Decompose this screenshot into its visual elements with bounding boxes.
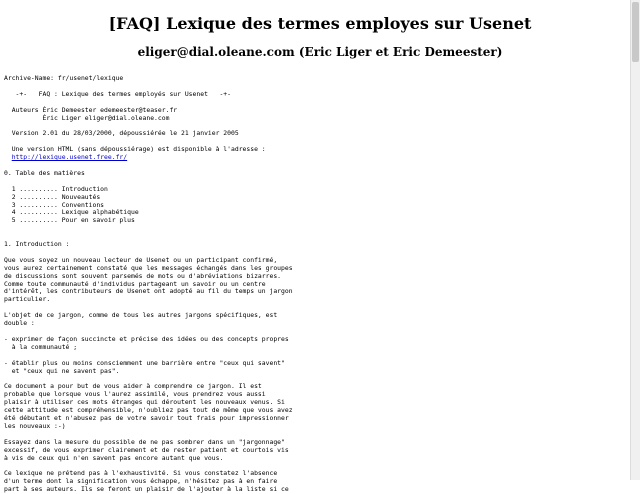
html-version-link[interactable]: http://lexique.usenet.free.fr/ [11, 153, 128, 162]
archive-name: Archive-Name: fr/usenet/lexique [4, 74, 124, 82]
toc-item: 2 .......... Nouveautés [4, 192, 101, 201]
paragraph: L'objet de ce jargon, comme de tous les autres jargons spécifiques, est double : [4, 311, 278, 328]
paragraph: Ce lexique ne prétend pas à l'exhaustivité. Si vous constatez l'absence d'un terme dont la signification vous échappe, n'hésitez pas à en faire part à ses auteurs. Ils se feront un plaisir de l'ajouter à la liste si ce [4, 469, 289, 494]
document-body [4, 75, 293, 494]
paragraph: - exprimer de façon succincte et précise des idées ou des concepts propres à la communauté ; [4, 334, 289, 351]
paragraph: Que vous soyez un nouveau lecteur de Usenet ou un participant confirmé, vous aurez certainement constaté que les messages échangés dans les groupes de discussions sont souvent parsemés de mots ou d'abréviations bizarres. Comme toute communauté d'individus partageant un savoir ou un centre d'intérêt, les contributeurs de Usenet ont adopté au fil du temps un jargon particulier. [4, 255, 293, 304]
scrollbar-thumb[interactable] [632, 2, 639, 62]
paragraph: - établir plus ou moins consciemment une barrière entre "ceux qui savent" et "ceux qui ne savent pas". [4, 358, 285, 375]
paragraph: Essayez dans la mesure du possible de ne pas sombrer dans un "jargonnage" excessif, de vous exprimer clairement et de rester patient et courtois vis à vis de ceux qui n'en savent pas encore autant que vous. [4, 437, 289, 462]
paragraph: Ce document a pour but de vous aider à comprendre ce jargon. Il est probable que lorsque vous l'aurez assimilé, vous prendrez vous aussi plaisir à utiliser ces mots étranges qui déroutent les nouveaux venus. Si cette attitude est compréhensible, n'oubliez pas tout de même que vous avez été débutant et n'abusez pas de votre savoir tout frais pour impressionner les nouveaux :-) [4, 382, 293, 430]
intro-block: -+- FAQ : Lexique des termes employés sur Usenet -+- Auteurs Éric Demeester edemeester@teaser.fr Éric Liger eliger@dial.oleane.com Version 2.01 du 28/03/2000, dépoussiérée le 21 janvier 2005 Une version HTML (sans dépoussiérage) est disponible à l'adresse : [11, 89, 266, 154]
toc-item: 3 .......... Conventions [4, 200, 105, 209]
toc-item: 1 .......... Introduction [4, 184, 108, 193]
section-heading-introduction: 1. Introduction : [4, 240, 70, 249]
vertical-scrollbar[interactable] [630, 0, 640, 480]
toc-title: 0. Table des matières [4, 168, 85, 177]
toc-item: 5 .......... Pour en savoir plus [4, 216, 135, 225]
page-title: [FAQ] Lexique des termes employes sur Usenet [108, 14, 532, 33]
toc-item: 4 .......... Lexique alphabétique [4, 208, 139, 217]
page-authors: eliger@dial.oleane.com (Eric Liger et Eric Demeester) [137, 45, 503, 59]
